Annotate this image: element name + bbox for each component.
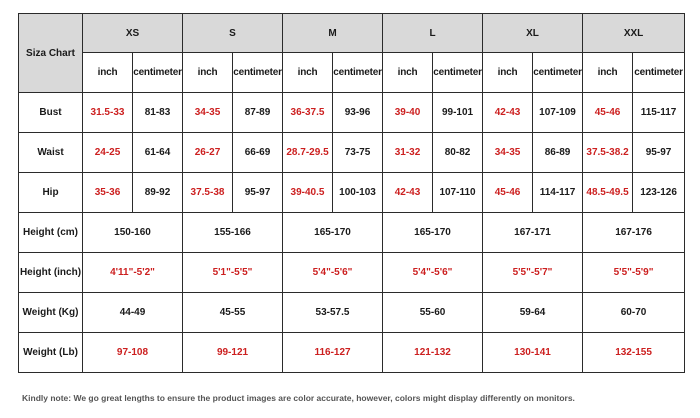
cm-cell: 80-82 [433,133,483,173]
value-cell: 121-132 [383,333,483,373]
value-cell: 97-108 [83,333,183,373]
cm-cell: 95-97 [633,133,685,173]
unit-header-centimeter: centimeter [133,53,183,93]
value-cell: 5'4"-5'6" [383,253,483,293]
inch-cell: 31.5-33 [83,93,133,133]
value-cell: 55-60 [383,293,483,333]
size-header-xl: XL [483,14,583,53]
inch-cell: 24-25 [83,133,133,173]
row-label: Bust [19,93,83,133]
value-cell: 167-176 [583,213,685,253]
inch-cell: 37.5-38 [183,173,233,213]
row-label: Hip [19,173,83,213]
inch-cell: 31-32 [383,133,433,173]
unit-header-inch: inch [283,53,333,93]
cm-cell: 73-75 [333,133,383,173]
value-cell: 116-127 [283,333,383,373]
cm-cell: 81-83 [133,93,183,133]
value-cell: 60-70 [583,293,685,333]
value-cell: 167-171 [483,213,583,253]
value-cell: 5'4"-5'6" [283,253,383,293]
row-label: Weight (Lb) [19,333,83,373]
inch-cell: 34-35 [183,93,233,133]
size-header-xs: XS [83,14,183,53]
cm-cell: 66-69 [233,133,283,173]
unit-header-inch: inch [383,53,433,93]
inch-cell: 45-46 [583,93,633,133]
inch-cell: 36-37.5 [283,93,333,133]
cm-cell: 93-96 [333,93,383,133]
row-label: Waist [19,133,83,173]
kindly-note: Kindly note: We go great lengths to ensure the product images are color accurate, however, colors might display differently on monitors. [22,393,575,403]
value-cell: 130-141 [483,333,583,373]
cm-cell: 107-110 [433,173,483,213]
unit-header-inch: inch [83,53,133,93]
row-label: Height (cm) [19,213,83,253]
corner-label: Siza Chart [19,14,83,93]
value-cell: 165-170 [383,213,483,253]
unit-header-inch: inch [183,53,233,93]
inch-cell: 42-43 [383,173,433,213]
value-cell: 5'1"-5'5" [183,253,283,293]
value-cell: 150-160 [83,213,183,253]
value-cell: 59-64 [483,293,583,333]
inch-cell: 28.7-29.5 [283,133,333,173]
value-cell: 155-166 [183,213,283,253]
row-label: Height (inch) [19,253,83,293]
cm-cell: 89-92 [133,173,183,213]
inch-cell: 39-40.5 [283,173,333,213]
size-header-l: L [383,14,483,53]
cm-cell: 107-109 [533,93,583,133]
cm-cell: 100-103 [333,173,383,213]
inch-cell: 39-40 [383,93,433,133]
value-cell: 44-49 [83,293,183,333]
inch-cell: 37.5-38.2 [583,133,633,173]
inch-cell: 34-35 [483,133,533,173]
value-cell: 5'5"-5'7" [483,253,583,293]
value-cell: 5'5"-5'9" [583,253,685,293]
size-header-xxl: XXL [583,14,685,53]
inch-cell: 26-27 [183,133,233,173]
value-cell: 99-121 [183,333,283,373]
size-chart-table [18,13,685,373]
value-cell: 132-155 [583,333,685,373]
cm-cell: 123-126 [633,173,685,213]
unit-header-centimeter: centimeter [333,53,383,93]
row-label: Weight (Kg) [19,293,83,333]
value-cell: 53-57.5 [283,293,383,333]
cm-cell: 86-89 [533,133,583,173]
value-cell: 45-55 [183,293,283,333]
cm-cell: 61-64 [133,133,183,173]
size-header-s: S [183,14,283,53]
cm-cell: 99-101 [433,93,483,133]
inch-cell: 42-43 [483,93,533,133]
unit-header-centimeter: centimeter [433,53,483,93]
unit-header-centimeter: centimeter [633,53,685,93]
value-cell: 4'11"-5'2" [83,253,183,293]
cm-cell: 115-117 [633,93,685,133]
inch-cell: 48.5-49.5 [583,173,633,213]
inch-cell: 35-36 [83,173,133,213]
value-cell: 165-170 [283,213,383,253]
unit-header-inch: inch [583,53,633,93]
inch-cell: 45-46 [483,173,533,213]
unit-header-centimeter: centimeter [233,53,283,93]
unit-header-centimeter: centimeter [533,53,583,93]
cm-cell: 95-97 [233,173,283,213]
unit-header-inch: inch [483,53,533,93]
size-header-m: M [283,14,383,53]
cm-cell: 87-89 [233,93,283,133]
cm-cell: 114-117 [533,173,583,213]
